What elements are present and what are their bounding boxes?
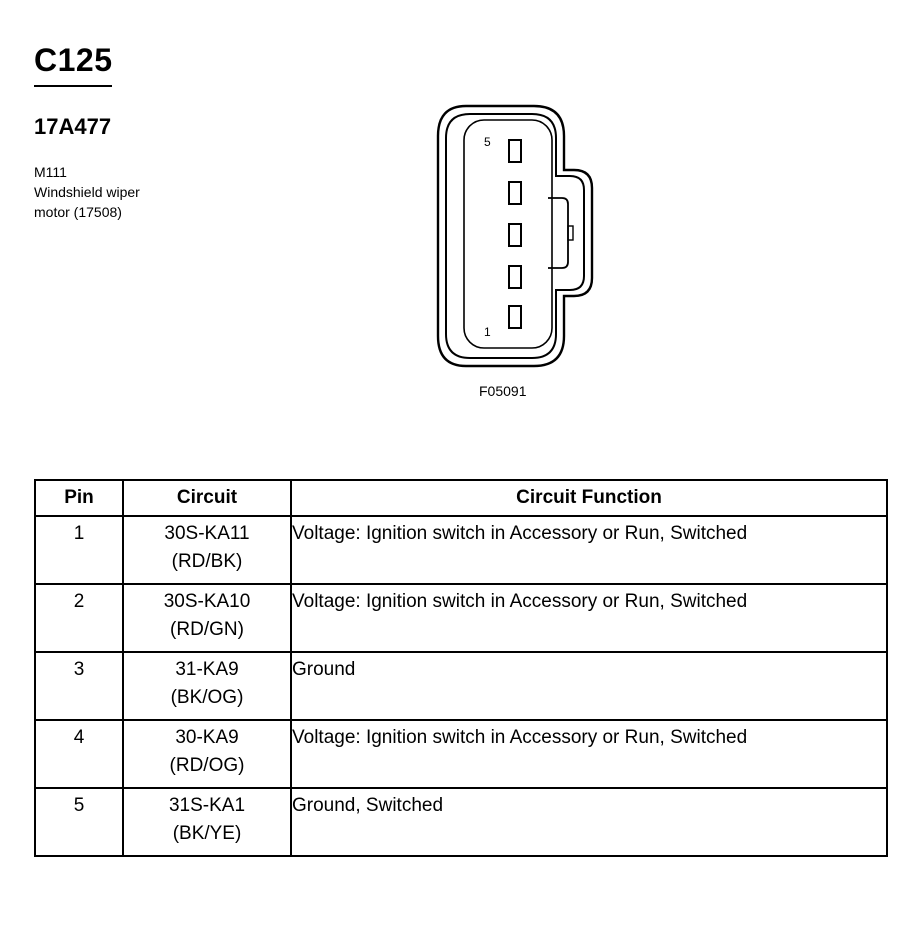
circuit-cell <box>123 516 291 584</box>
pin-terminal-1 <box>509 306 521 328</box>
pin-number: 4 <box>35 720 123 788</box>
table-row <box>35 584 887 652</box>
description-line-1: Windshield wiper <box>34 184 140 200</box>
header-circuit-function: Circuit Function <box>291 480 887 516</box>
component-description <box>34 162 140 222</box>
pin-label-top: 5 <box>484 135 491 149</box>
connector-id: C125 <box>34 42 113 78</box>
circuit-id: 30S-KA10 <box>163 591 251 612</box>
wire-color: (RD/OG) <box>169 755 245 776</box>
header-circuit: Circuit <box>123 480 291 516</box>
circuit-function: Voltage: Ignition switch in Accessory or Run, Switched <box>291 584 887 652</box>
circuit-cell <box>123 652 291 720</box>
pin-number: 2 <box>35 584 123 652</box>
wire-color: (RD/GN) <box>170 619 244 640</box>
table-header-row <box>35 480 887 516</box>
wire-color: (BK/YE) <box>172 823 242 844</box>
pin-terminal-3 <box>509 224 521 246</box>
header-pin: Pin <box>35 480 123 516</box>
figure-id: F05091 <box>479 383 527 399</box>
connector-id-underline <box>34 85 112 87</box>
circuit-cell <box>123 720 291 788</box>
component-code: M111 <box>34 164 67 180</box>
pin-number: 5 <box>35 788 123 856</box>
pin-table <box>34 479 888 857</box>
circuit-id: 31-KA9 <box>175 659 239 680</box>
circuit-cell <box>123 788 291 856</box>
pin-terminal-5 <box>509 140 521 162</box>
circuit-function: Ground <box>291 652 887 720</box>
table-row <box>35 788 887 856</box>
pin-number: 3 <box>35 652 123 720</box>
pin-label-bottom: 1 <box>484 325 491 339</box>
circuit-id: 30-KA9 <box>175 727 239 748</box>
circuit-function: Voltage: Ignition switch in Accessory or Run, Switched <box>291 720 887 788</box>
table-row <box>35 652 887 720</box>
table-row <box>35 516 887 584</box>
wire-color: (RD/BK) <box>171 551 243 572</box>
circuit-cell <box>123 584 291 652</box>
circuit-id: 31S-KA1 <box>168 795 246 816</box>
connector-face-diagram <box>436 104 600 370</box>
part-number: 17A477 <box>34 114 112 139</box>
circuit-function: Voltage: Ignition switch in Accessory or Run, Switched <box>291 516 887 584</box>
circuit-function: Ground, Switched <box>291 788 887 856</box>
description-line-2: motor (17508) <box>34 204 122 220</box>
connector-latch <box>548 198 568 268</box>
pin-number: 1 <box>35 516 123 584</box>
pin-terminal-2 <box>509 266 521 288</box>
table-row <box>35 720 887 788</box>
pin-terminal-4 <box>509 182 521 204</box>
wire-color: (BK/OG) <box>170 687 244 708</box>
circuit-id: 30S-KA11 <box>164 523 250 544</box>
